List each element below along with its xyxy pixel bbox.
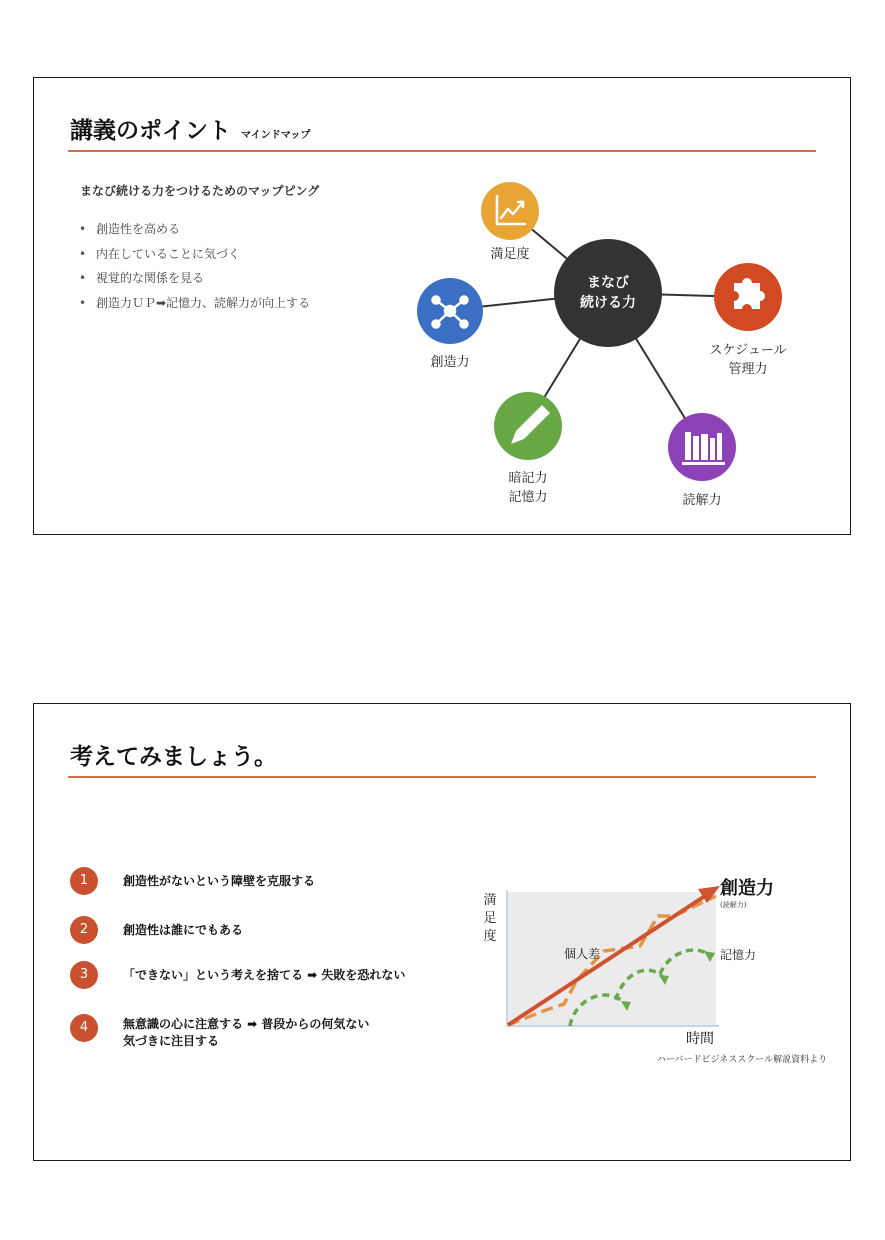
slide-title: 考えてみましょう。 [70,744,277,770]
slide-mindmap [33,77,851,535]
node-schedule-label2: 管理力 [728,362,768,377]
slide-think [33,703,851,1161]
title-subtitle: マインドマップ [241,130,311,141]
item-text: 「できない」という考えを捨てる ➡ 失敗を恐れない [123,968,406,982]
node-creativity [417,278,483,370]
item-text-line1: 無意識の心に注意する ➡ 普段からの何気ない [123,1017,370,1031]
center-label-line1: まなび [587,275,629,291]
item-text: 創造性がないという障壁を克服する [123,874,316,888]
main-label: 創造力 [720,878,774,899]
x-axis-label: 時間 [686,1031,714,1047]
y-axis-label-2: 足 [483,911,497,926]
number-badge: 4 [70,1014,98,1042]
node-memorization [494,392,562,505]
node-memorization-label2: 記憶力 [508,490,548,505]
node-satisfaction [481,182,539,262]
center-node [554,239,662,347]
number-badge: 3 [70,961,98,989]
node-reading [668,413,736,508]
growth-diagram [34,704,852,1162]
memory-label: 記憶力 [720,948,757,962]
bullet-item: • 内在していることに気づく [79,242,310,267]
y-axis-label-3: 度 [483,929,497,944]
source-caption: ハーバードビジネススクール解説資料より [657,1055,828,1065]
node-memorization-label1: 暗記力 [508,471,548,486]
item-text: 創造性は誰にでもある [123,923,244,937]
title-text: 講義のポイント [70,118,231,144]
bullet-item: • 創造力ＵＰ➡記憶力、読解力が向上する [79,291,310,316]
individual-label: 個人差 [564,947,601,961]
section-heading: まなび続ける力をつけるためのマップピング [80,184,320,198]
mindmap-diagram [34,78,852,536]
node-schedule-label1: スケジュール [709,343,787,358]
node-reading-label: 読解力 [682,493,722,508]
item-text-line2: 気づきに注目する [123,1034,220,1048]
node-schedule [709,263,786,377]
node-satisfaction-label: 満足度 [490,247,530,262]
bullet-item: • 視覚的な関係を見る [79,266,310,291]
bullet-item: • 創造性を高める [79,217,310,242]
number-badge: 1 [70,867,98,895]
number-badge: 2 [70,916,98,944]
main-sublabel: (読解力) [720,901,747,909]
center-label-line2: 続ける力 [580,295,636,311]
y-axis-label-1: 満 [483,893,497,908]
node-creativity-label: 創造力 [430,355,470,370]
